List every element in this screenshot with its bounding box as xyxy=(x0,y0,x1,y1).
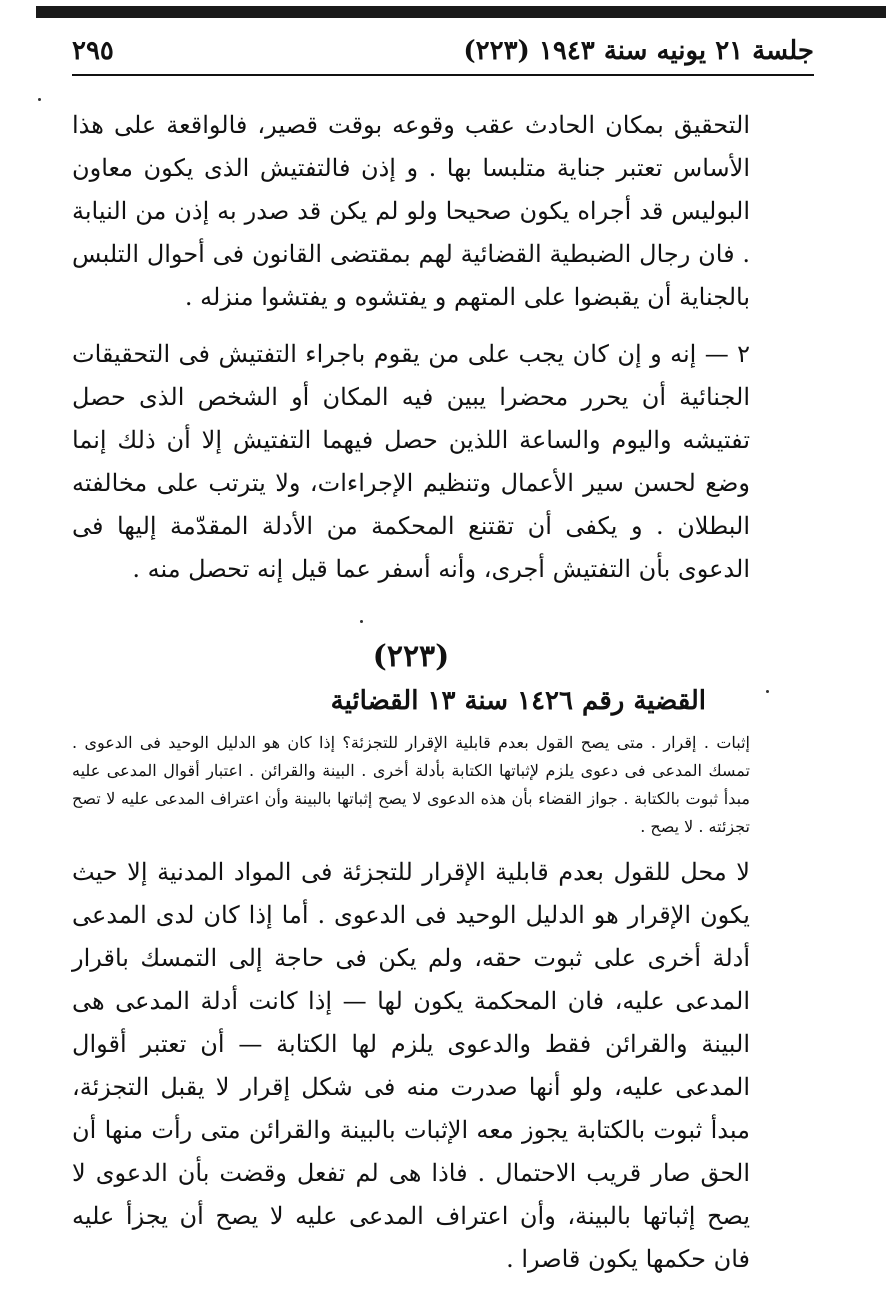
running-title: جلسة ٢١ يونيه سنة ١٩٤٣ (٢٢٣) xyxy=(463,36,814,66)
top-border-bar xyxy=(36,6,886,18)
scan-speck xyxy=(360,620,363,623)
scan-speck xyxy=(766,690,769,693)
numbered-paragraph-2: ٢ — إنه و إن كان يجب على من يقوم باجراء التفتيش فى التحقيقات الجنائية أن يحرر محضرا يبين فيه المكان أو الشخص الذى حصل تفتيشه واليوم والساعة اللذين حصل فيهما التفتيش إلا أن ذلك إنما وضع لحسن سير الأعمال وتنظيم الإجراءات، ولا يترتب على مخالفته البطلان . و يكفى أن تقتنع المحكمة من الأدلة المقدّمة إليها فى الدعوى بأن التفتيش أجرى، وأنه أسفر عما قيل إنه تحصل منه . xyxy=(72,340,751,583)
continued-paragraph: التحقيق بمكان الحادث عقب وقوعه بوقت قصير، فالواقعة على هذا الأساس تعتبر جناية متلبسا بها . و إذن فالتفتيش الذى يكون معاون البوليس قد أجراه يكون صحيحا ولو لم يكن قد صدر به إذن من النيابة . فان رجال الضبطية القضائية لهم بمقتضى القانون فى أحوال التلبس بالجناية أن يقبضوا على المتهم و يفتشوه و يفتشوا منزله . xyxy=(72,111,750,311)
case-reference: القضية رقم ١٤٢٦ سنة ١٣ القضائية xyxy=(330,686,706,716)
scan-speck xyxy=(38,98,41,101)
page-header xyxy=(72,28,814,76)
page-body xyxy=(72,104,750,1281)
page-number: ٢٩٥ xyxy=(72,36,114,66)
ruling-text: لا محل للقول بعدم قابلية الإقرار للتجزئة فى المواد المدنية إلا حيث يكون الإقرار هو الدليل الوحيد فى الدعوى . أما إذا كان لدى المدعى أدلة أخرى على ثبوت حقه، ولم يكن فى حاجة إلى التمسك باقرار المدعى عليه، فان المحكمة يكون لها — إذا كانت أدلة المدعى هى البينة والقرائن فقط والدعوى يلزم لها الكتابة — أن تعتبر أقوال المدعى عليه، ولو أنها صدرت منه فى شكل إقرار لا يقبل التجزئة، مبدأ ثبوت بالكتابة يجوز معه الإثبات بالبينة والقرائن متى رأت منها أن الحق صار قريب الاحتمال . فاذا هى لم تفعل وقضت بأن الدعوى لا يصح إثباتها بالبينة، وأن اعتراف المدعى عليه لا يصح أن يجزأ عليه فان حكمها يكون قاصرا . xyxy=(72,858,751,1273)
case-headnote: إثبات . إقرار . متى يصح القول بعدم قابلية الإقرار للتجزئة؟ إذا كان هو الدليل الوحيد فى الدعوى . تمسك المدعى فى دعوى يلزم لإثباتها الكتابة بأدلة أخرى . البينة والقرائن . اعتبار أقوال المدعى عليه مبدأ ثبوت بالكتابة . جواز القضاء بأن هذه الدعوى لا يصح إثباتها بالبينة وأن اعتراف المدعى عليه لا تصح تجزئته . لا يصح . xyxy=(72,733,750,836)
case-number-heading: (٢٢٣) xyxy=(372,639,450,674)
